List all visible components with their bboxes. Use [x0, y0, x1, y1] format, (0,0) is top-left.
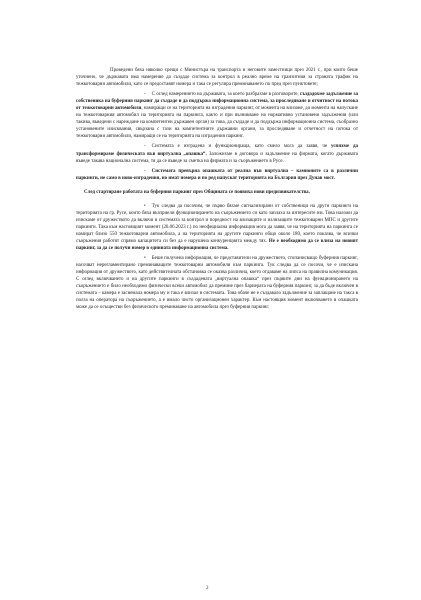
paragraph-bold-text: успяхме да трансформираме физическата във виртуална „опашка“.	[76, 144, 359, 157]
paragraph-2	[76, 91, 358, 140]
paragraph-text-rest: Заложихме в договора и задължение на фирмата, когато държавата въведе такава национална система, тя да се въведе за сметка на фирмата и за съоръжението в Русе.	[76, 151, 358, 164]
paragraph-bold-text: Системата превърна опашката от реална във виртуална – камионите са в различни паркинги, не само в ново-изградения, но имат номера и по ред напускат територията на България през Дунав мост.	[76, 168, 358, 181]
paragraph-bold-text: създадохме задължение за собственика на буферния паркинг да създаде и да поддържа информационна система, за проследяване и отчитност на потока от тежкотоварни автомобили	[76, 92, 358, 112]
paragraph-text: Тук следва да посочим, че първо бяхме сигнализирани от собственици на други паркинги на територията на гр. Русе, които бяха възприели функционирането на съоръжението си като заплаха за интересите им. Това наложи да изискаме от дружеството да включи в системата за контрол и поредност на влизащите и излизащите тежкотоварни МПС и другите паркинги. Така към настоящият момент (26.06.2023 г.) по неофициална информация мога да заявя, че на територията на паркинга се намират близо 550 тежкотоварни автомобила, а на територията на другите паркинги общо около 180, което показва, че всички съоръжения работят спрямо капацитета си без да е нарушена конкуренцията между тях.	[76, 203, 358, 244]
section-heading	[76, 189, 358, 196]
paragraph-4	[76, 168, 358, 182]
paragraph-6	[76, 255, 358, 311]
paragraph-bold-text: Не е необходимо да се влиза на новият паркинг, за да се получи номер в единната информационна система.	[76, 238, 359, 252]
paragraph-text: Беше получена информация, че представители на дружеството, стопанисващо буферния паркинг, насочват нерегламентирано преминаващите тежкотоварни автомобили към паркинга. Тук следва да се посочи, че е изискана информация от дружеството, като действителната обстановка се оказва различна, което отдаваме на липса на правилна комуникация. С оглед включването и на другите паркинги в създадената „виртуална опашка“ през първите дни на функционирането на съоръжението е било необходимо физически всеки автомобил да премине през бариерата на буферния паркинг, за да бъде включен в системата – камера е заснемала номера му и така е влизал в системата. Това обаче не е създавало задължение за заплащане на такса в полза на оператора на съоръжението, а е имало чисто организационен характер. Към настоящия момент включването в опашката може да се осъществи без физическото преминаване на автомобила през буферния паркинг.	[76, 256, 358, 311]
paragraph-text-rest: , намиращи се на територията на изградения паркинг, от момента на влизане, до момента на напускане на тежкотоварния автомобил на територията на паркинга, както и при възникване на нормативно установени задължения (или такива, въведени с нареждане на компетентен държавен орган) за това, да създаде и да поддържа информационна система, съобразно установените изисквания, свързана с тази на компетентните държавни органи, за проследяване и отчетност на потока от тежкотоварни автомобили, намиращи се на територията на изградения паркинг.	[76, 106, 358, 140]
page-number: 2	[206, 586, 209, 591]
paragraph-5	[76, 203, 358, 252]
paragraph-text: Проведени бяха няколко срещи с Министъра на транспорта и неговите заместници през 2021 г., при които беше уточнено, че държавата има намерение да създаде система за контрол в реално време на транзитния за страната трафик на тежкотоварни автомобили, като се предоставят номера и така се регулира преминаването по пред през пунктовете;	[76, 68, 358, 88]
heading-text: След стартиране работата на буферния паркинг през Общината се появиха нови предизвикателства.	[84, 189, 310, 195]
paragraph-text: Системата е изградена и функционираща, като смело мога да заявя, че	[151, 144, 332, 150]
document-body	[76, 67, 358, 314]
dash-marker: -	[144, 168, 146, 174]
dash-marker: -	[144, 144, 146, 150]
paragraph-text: С оглед намерението на държавата, за което разбрахме в разговорите,	[151, 92, 300, 98]
bullet-marker: •	[144, 203, 146, 209]
bullet-marker: •	[144, 256, 146, 262]
paragraph-3	[76, 143, 358, 164]
paragraph-1	[76, 67, 358, 88]
dash-marker: -	[144, 92, 146, 98]
